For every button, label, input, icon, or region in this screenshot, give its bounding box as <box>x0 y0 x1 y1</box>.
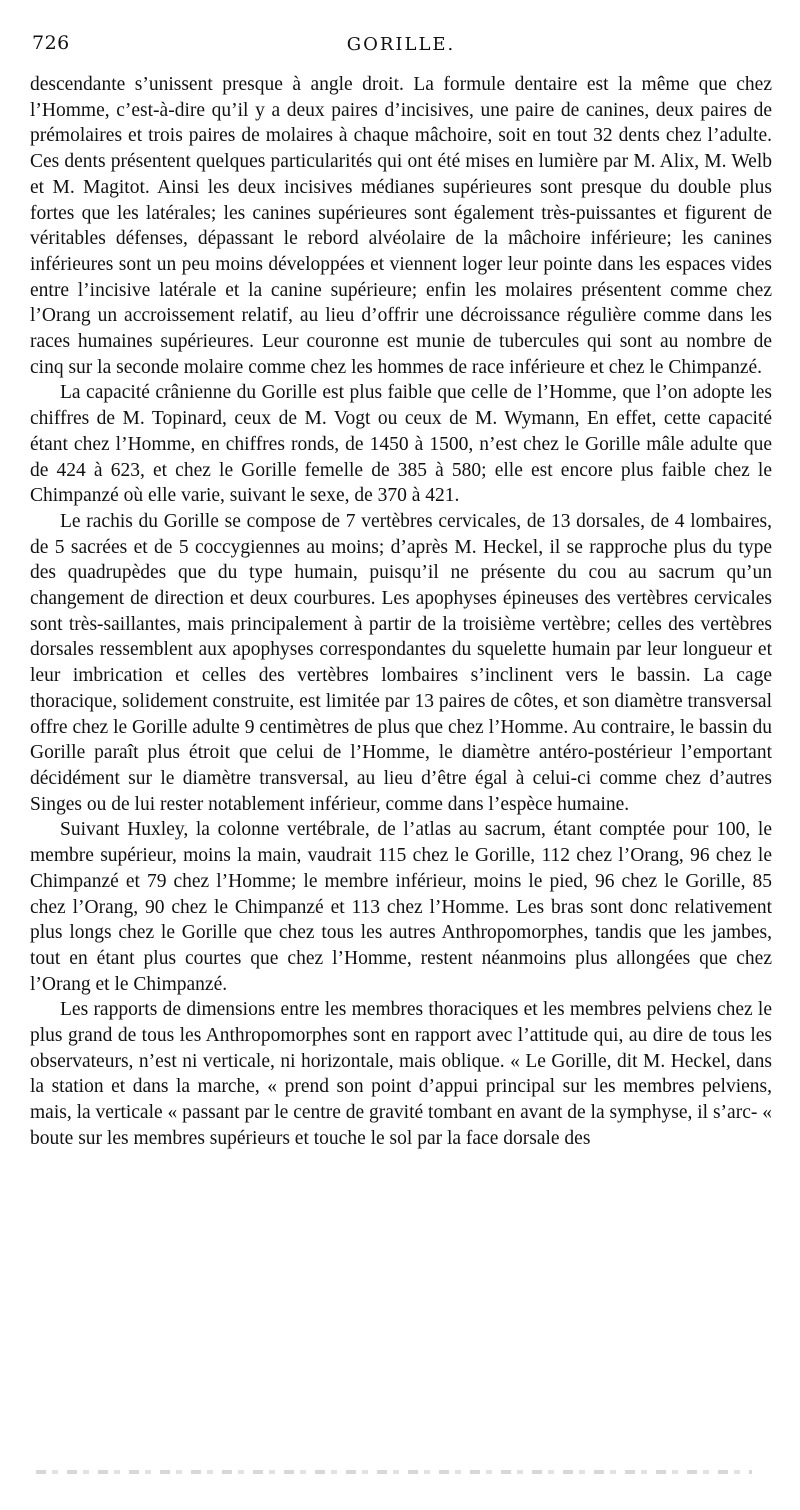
paragraph-dentition: descendante s’unissent presque à angle droit. La formule dentaire est la même que chez l’Homme, c’est-à-dire qu’il y a deux paires d’incisives, une paire de canines, deux paires de prémolaires et trois paires de molaires à chaque mâchoire, soit en tout 32 dents chez l’adulte. Ces dents présentent quelques particularités qui ont été mises en lumière par M. Alix, M. Welb et M. Magitot. Ainsi les deux incisives médianes supérieures sont presque du double plus fortes que les latérales; les canines supérieures sont également très-puissantes et figurent de véritables défenses, dépassant le rebord alvéolaire de la mâchoire inférieure; les canines inférieures sont un peu moins développées et viennent loger leur pointe dans les espaces vides entre l’incisive latérale et la canine supérieure; enfin les molaires présentent comme chez l’Orang un accroissement relatif, au lieu d’offrir une décroissance régulière comme dans les races humaines supérieures. Leur couronne est munie de tubercules qui sont au nombre de cinq sur la seconde molaire comme chez les hommes de race inférieure et chez le Chimpanzé. <box>30 74 772 378</box>
bottom-print-smudge <box>36 1470 752 1474</box>
running-head: GORILLE. <box>346 34 456 55</box>
page-header <box>30 24 772 64</box>
body-text <box>30 72 772 1152</box>
book-page <box>30 24 772 1149</box>
paragraph-posture: Les rapports de dimensions entre les membres thoraciques et les membres pelviens chez le plus grand de tous les Anthropomorphes sont en rapport avec l’attitude qui, au dire de tous les observateurs, n’est ni verticale, ni horizontale, mais oblique. « Le Gorille, dit M. Heckel, dans la station et dans la marche, « prend son point d’appui principal sur les membres pelviens, mais, la verticale « passant par le centre de gravité tombant en avant de la symphyse, il s’arc- « boute sur les membres supérieurs et touche le sol par la face dorsale des <box>30 999 772 1149</box>
paragraph-cranial-capacity: La capacité crânienne du Gorille est plus faible que celle de l’Homme, que l’on adopte les chiffres de M. Topinard, ceux de M. Vogt ou ceux de M. Wymann, En effet, cette capacité étant chez l’Homme, en chiffres ronds, de 1450 à 1500, n’est chez le Gorille mâle adulte que de 424 à 623, et chez le Gorille femelle de 385 à 580; elle est encore plus faible chez le Chimpanzé où elle varie, suivant le sexe, de 370 à 421. <box>30 382 772 507</box>
paragraph-spine: Le rachis du Gorille se compose de 7 vertèbres cervicales, de 13 dorsales, de 4 lombaires, de 5 sacrées et de 5 coccygiennes au moins; d’après M. Heckel, il se rapproche plus du type des quadrupèdes que du type humain, puisqu’il ne présente du cou au sacrum qu’un changement de direction et deux courbures. Les apophyses épineuses des vertèbres cervicales sont très-saillantes, mais principalement à partir de la troisième vertèbre; celles des vertèbres dorsales ressemblent aux apophyses correspondantes du squelette humain par leur longueur et leur imbrication et celles des vertèbres lombaires s’inclinent vers le bassin. La cage thoracique, solidement construite, est limitée par 13 paires de côtes, et son diamètre transversal offre chez le Gorille adulte 9 centimètres de plus que chez l’Homme. Au contraire, le bassin du Gorille paraît plus étroit que celui de l’Homme, le diamètre antéro-postérieur l’emportant décidément sur le diamètre transversal, au lieu d’être égal à celui-ci comme chez d’autres Singes ou de lui rester notablement inférieur, comme dans l’espèce humaine. <box>30 510 772 815</box>
paragraph-limb-proportions: Suivant Huxley, la colonne vertébrale, de l’atlas au sacrum, étant comptée pour 100, le membre supérieur, moins la main, vaudrait 115 chez le Gorille, 112 chez l’Orang, 96 chez le Chimpanzé et 79 chez l’Homme; le membre inférieur, moins le pied, 96 chez le Gorille, 85 chez l’Orang, 90 chez le Chimpanzé et 113 chez l’Homme. Les bras sont donc relativement plus longs chez le Gorille que chez tous les autres Anthropomorphes, tandis que les jambes, tout en étant plus courtes que chez l’Homme, restent néanmoins plus allongées que chez l’Orang et le Chimpanzé. <box>30 819 772 995</box>
page-number: 726 <box>32 32 70 54</box>
